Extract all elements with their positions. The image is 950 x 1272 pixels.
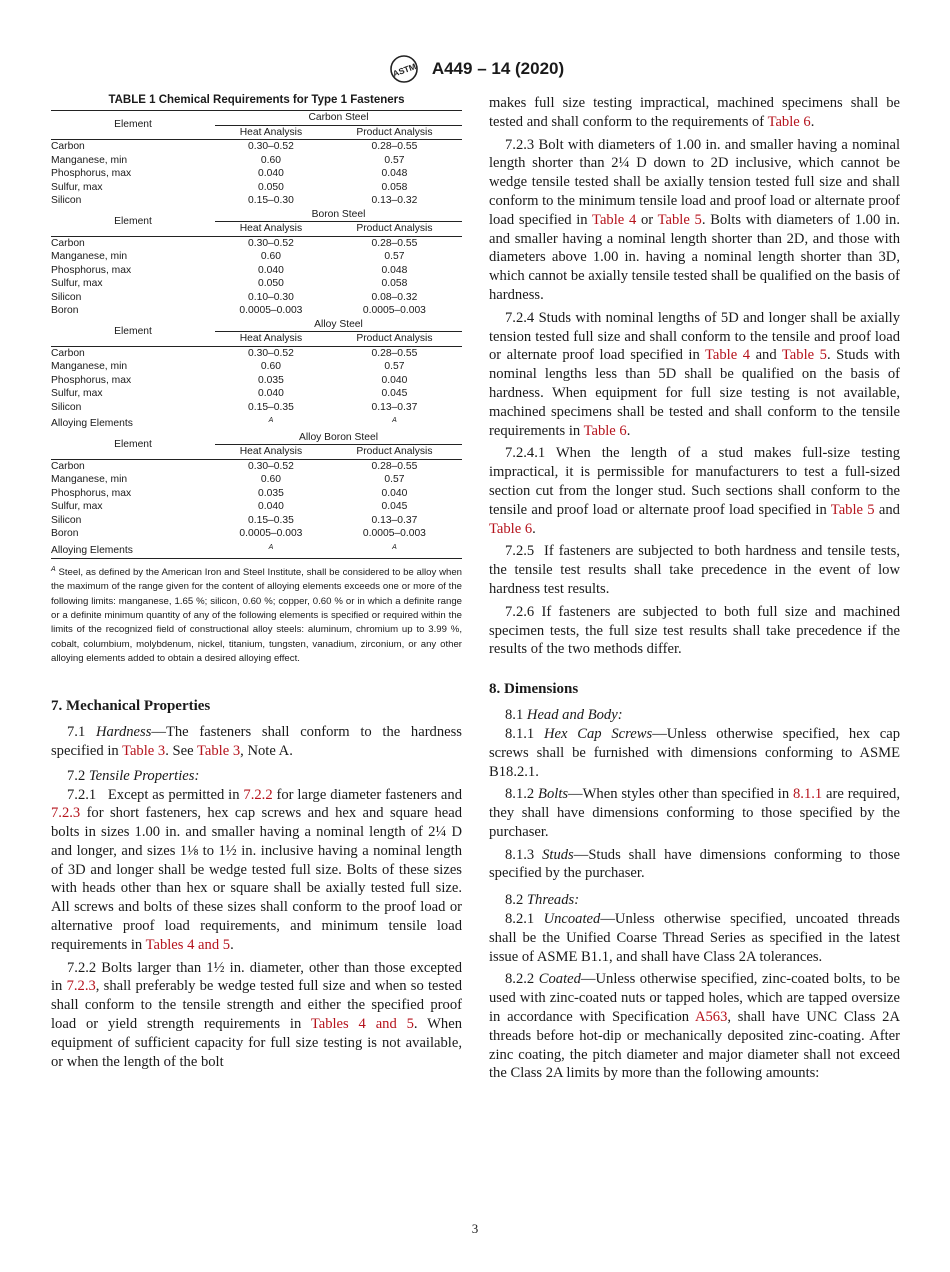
element-name: Silicon: [51, 401, 82, 413]
link-7-2-2[interactable]: 7.2.2: [243, 786, 273, 803]
product-analysis-header: Product Analysis: [327, 222, 462, 237]
element-name: Sulfur, max: [51, 388, 103, 399]
para-8-2: 8.2 Threads:: [505, 892, 580, 909]
link-table-3[interactable]: Table 3: [122, 742, 166, 759]
heat-analysis-header: Heat Analysis: [215, 445, 327, 460]
table-row: [51, 181, 462, 195]
footnote-marker: A: [268, 543, 274, 551]
link-table-4[interactable]: Table 4: [592, 211, 637, 228]
product-value: 0.13–0.32: [371, 195, 418, 206]
product-value: 0.058: [381, 181, 408, 193]
heat-value: 0.60: [260, 474, 281, 486]
para-7-2-4: 7.2.4 Studs with nominal lengths of 5D and longer shall be axially tension tested full size and shall conform to the tensile and proof load or alternate proof load specified in Table 4 and Table 5. Studs with nominal lengths less than 5D shall be qualified on the basis of hardness. When equipment for full size testing is not available, machined specimens shall be tested and shall conform to the tensile requirements in Table 6.: [489, 309, 901, 439]
product-value: 0.28–0.55: [371, 237, 418, 249]
element-name: Phosphorus, max: [51, 487, 132, 499]
product-value: 0.08–0.32: [371, 291, 418, 303]
element-name: Sulfur, max: [51, 501, 103, 513]
element-name: Silicon: [51, 514, 82, 526]
svg-text:ASTM: ASTM: [391, 61, 418, 79]
heat-value: 0.0005–0.003: [239, 528, 303, 540]
table-row: [51, 250, 462, 264]
para-8-1-3: 8.1.3 Studs—Studs shall have dimensions conforming to those specified by the purchaser.: [489, 846, 900, 882]
product-analysis-header: Product Analysis: [327, 445, 462, 460]
heat-value: 0.050: [258, 181, 284, 193]
product-value: 0.28–0.55: [371, 347, 418, 359]
steel-group-header: Alloy Steel: [215, 318, 462, 332]
link-table-4[interactable]: Table 4: [705, 347, 751, 364]
element-name: Manganese, min: [51, 154, 128, 166]
para-8-1: 8.1 Head and Body:: [505, 707, 623, 724]
element-column-header: Element: [51, 111, 215, 140]
product-value: 0.0005–0.003: [362, 528, 426, 540]
table-row: [51, 459, 462, 473]
table-row: [51, 374, 462, 388]
heat-value: 0.040: [258, 388, 284, 399]
table-row: [51, 541, 462, 558]
heat-value: 0.30–0.52: [248, 460, 294, 472]
product-value: 0.040: [381, 487, 408, 499]
heat-analysis-header: Heat Analysis: [215, 332, 327, 347]
element-name: Phosphorus, max: [51, 374, 132, 386]
link-8-1-1[interactable]: 8.1.1: [793, 786, 823, 803]
element-name: Carbon: [51, 347, 85, 359]
heat-value: 0.10–0.30: [248, 291, 294, 303]
product-analysis-header: Product Analysis: [327, 125, 462, 140]
element-name: Manganese, min: [51, 251, 128, 262]
para-8-1-2: 8.1.2 Bolts—When styles other than specified in 8.1.1 are required, they shall have dimensions conforming to those specified by the purchaser.: [489, 786, 900, 840]
element-name: Carbon: [51, 460, 85, 472]
table-section-header: [51, 208, 462, 222]
product-value: 0.57: [384, 251, 405, 262]
heat-value: 0.60: [260, 154, 281, 166]
designation-title: A449 – 14 (2020): [431, 59, 565, 78]
heat-value: 0.15–0.35: [248, 514, 294, 526]
table-row: [51, 264, 462, 278]
table-row: [51, 140, 462, 154]
heat-value: 0.0005–0.003: [239, 305, 303, 316]
page-number: 3: [471, 1221, 479, 1236]
heat-value: 0.60: [260, 361, 281, 372]
para-8-2-2: 8.2.2 Coated—Unless otherwise specified, zinc-coated bolts, to be used with zinc-coated nuts or tapped holes, which are tapped oversize in accordance with Specification A563, shall have UNC Class 2A threads before hot-dip or mechanically deposited zinc-coating. After zinc coating, the pitch diameter and major diameter shall not exceed the Class 2A limits by more than the following amounts:: [489, 971, 900, 1082]
table-row: [51, 500, 462, 514]
heat-value: 0.30–0.52: [248, 141, 294, 152]
para-7-2-6: 7.2.6 If fasteners are subjected to both full size and machined specimen tests, the full size test results shall take precedence if the results of the two methods differ.: [489, 603, 900, 658]
table-row: [51, 487, 462, 501]
para-7-2-2: 7.2.2 Bolts larger than 1½ in. diameter, other than those excepted in 7.2.3, shall preferably be wedge tested full size and when so tested shall conform to the tensile strength and either the specified proof load or yield strength requirements in Tables 4 and 5. When equipment of sufficient capacity for full size testing is not available, or when the length of the bolt: [51, 959, 463, 1070]
para-7-2-3: 7.2.3 Bolt with diameters of 1.00 in. and smaller having a nominal length shorter than 2¼ D down to 2D inclusive, which cannot be wedge tensile tested shall be axially tension tested full size and shall conform to the minimum tensile load and proof load or alternate proof load specified in Table 4 or Table 5. Bolts with diameters of 1.00 in. and smaller having a nominal length shorter than 2D, and those with diameters above 1.00 in. having a nominal length shorter than 3D, which cannot be axially tensile tested shall be qualified on the basis of hardness.: [489, 136, 900, 303]
para-8-2-1: 8.2.1 Uncoated—Unless otherwise specified, uncoated threads shall be the Unified Coarse Thread Series as specified in the latest issue of ASME B1.1, and shall have Class 2A tolerances.: [489, 911, 900, 965]
element-name: Sulfur, max: [51, 278, 103, 289]
steel-group-header: Carbon Steel: [215, 111, 462, 126]
link-table-6[interactable]: Table 6: [583, 422, 627, 439]
table-row: [51, 167, 462, 181]
footnote-marker: A: [268, 417, 274, 424]
heat-value: 0.040: [258, 501, 284, 513]
element-name: Carbon: [51, 141, 85, 152]
para-7-2-1: 7.2.1 Except as permitted in 7.2.2 for large diameter fasteners and 7.2.3 for short fasteners, hex cap screws and hex and square head bolts in sizes 1.00 in. and smaller having a nominal length of 2¼ D and longer, and sizes 1⅛ to 1½ in. inclusive having a nominal length of 3D and longer shall be wedge tested full size. Bolts of these sizes with heads other than hex or square shall be axially tested full size. All screws and bolts of these sizes shall conform to the proof load or alternative proof load requirements, and minimum tensile load requirements in Tables 4 and 5.: [51, 786, 462, 953]
product-value: 0.13–0.37: [371, 401, 418, 413]
table-section-header: [51, 431, 462, 445]
heat-value: 0.035: [258, 374, 284, 386]
heat-value: 0.30–0.52: [248, 237, 294, 249]
table-section-header: [51, 318, 462, 332]
product-value: 0.058: [381, 278, 408, 289]
continued-text: makes full size testing impractical, machined specimens shall be tested and shall conform to the requirements of: [489, 95, 900, 130]
footnote-text: Steel, as defined by the American Iron and Steel Institute, shall be considered to be alloy when the maximum of the range given for the content of alloying elements exceeds one or more of the following limits: manganese, 1.65 %; silicon, 0.60 %; copper, 0.60 % or in which a definite range or a definite minimum quantity of any of the following elements is specified or required within the limits of the recognized field of constructional alloy steels: aluminum, chromium up to 3.99 %, cobalt, columbium, molybdenum, nickel, titanium, tungsten, vanadium, zirconium, or any other alloying elements added to obtain a desired alloying effect.: [51, 567, 462, 664]
element-name: Phosphorus, max: [51, 168, 132, 179]
steel-group-header: Alloy Boron Steel: [215, 431, 462, 445]
footnote-marker: A: [392, 417, 397, 424]
section-7-title: 7. Mechanical Properties: [51, 698, 211, 715]
para-8-1-1: 8.1.1 Hex Cap Screws—Unless otherwise specified, hex cap screws shall be furnished with dimensions conforming to ASME B18.2.1.: [489, 725, 901, 780]
table-row: [51, 194, 462, 208]
para-7-2-2-continued: makes full size testing impractical, machined specimens shall be tested and shall conform to the requirements of Table 6.: [489, 95, 900, 130]
heat-analysis-header: Heat Analysis: [215, 222, 327, 237]
product-value: 0.045: [381, 501, 408, 513]
element-column-header: Element: [51, 431, 215, 460]
table-row: [51, 401, 462, 415]
table-row: [51, 387, 462, 401]
link-tables-4-5[interactable]: Tables 4 and 5: [310, 1016, 414, 1033]
element-column-header: Element: [51, 318, 215, 347]
table-row: [51, 527, 462, 541]
page-header: [0, 54, 950, 84]
element-name: Silicon: [51, 291, 82, 303]
para-7-2-4-1: 7.2.4.1 When the length of a stud makes full-size testing impractical, it is permissible for manufacturers to test a full-sized section cut from the longer stud. Such sections shall conform to the tensile and proof load or alternate proof load specified in Table 5 and Table 6.: [489, 445, 901, 537]
table-row: [51, 291, 462, 305]
product-value: [327, 541, 462, 558]
product-analysis-header: Product Analysis: [327, 332, 462, 347]
element-name: Boron: [51, 528, 79, 540]
table-row: [51, 414, 462, 431]
product-value: 0.28–0.55: [371, 460, 418, 472]
table-row: [51, 360, 462, 374]
heat-value: 0.050: [258, 278, 284, 289]
product-value: 0.045: [381, 388, 408, 399]
element-name: Boron: [51, 305, 79, 316]
heat-value: [215, 541, 327, 558]
link-table-3[interactable]: Table 3: [196, 742, 241, 759]
para-7-1: 7.1 Hardness—The fasteners shall conform to the hardness specified in Table 3. See Table 3, Note A.: [51, 724, 462, 759]
table-row: [51, 473, 462, 487]
link-tables-4-5[interactable]: Tables 4 and 5: [145, 936, 231, 953]
footnote-marker: A: [51, 565, 56, 573]
element-name: Alloying Elements: [51, 541, 215, 558]
link-7-2-3[interactable]: 7.2.3: [66, 978, 96, 995]
product-value: [327, 414, 462, 431]
element-name: Alloying Elements: [51, 418, 133, 430]
steel-group-header: Boron Steel: [215, 208, 462, 222]
link-table-5[interactable]: Table 5: [657, 211, 702, 228]
heat-value: 0.60: [260, 251, 281, 262]
heat-value: 0.15–0.35: [248, 401, 294, 413]
product-value: 0.13–0.37: [371, 514, 418, 526]
product-value: 0.048: [381, 264, 408, 276]
product-value: 0.048: [381, 168, 408, 179]
heat-value: 0.15–0.30: [248, 195, 294, 206]
table-row: [51, 236, 462, 250]
product-value: 0.57: [384, 474, 405, 486]
heat-analysis-header: Heat Analysis: [215, 125, 327, 140]
link-table-5[interactable]: Table 5: [830, 501, 875, 518]
element-name: Silicon: [51, 195, 82, 206]
product-value: 0.57: [384, 361, 405, 372]
table1-caption: TABLE 1 Chemical Requirements for Type 1 Fasteners: [108, 94, 405, 106]
table-row: [51, 514, 462, 528]
element-name: Phosphorus, max: [51, 264, 132, 276]
heat-value: 0.035: [258, 487, 284, 499]
table1-footnote: [51, 563, 462, 666]
link-7-2-3[interactable]: 7.2.3: [51, 805, 81, 822]
link-table-5[interactable]: Table 5: [781, 347, 827, 364]
heat-value: 0.040: [258, 264, 284, 276]
table-row: [51, 304, 462, 318]
element-name: Manganese, min: [51, 474, 128, 486]
table-row: [51, 346, 462, 360]
left-column: [51, 94, 462, 1071]
right-column: [489, 94, 900, 1083]
table-row: [51, 154, 462, 168]
para-7-2-5: 7.2.5 If fasteners are subjected to both hardness and tensile tests, the tensile test results shall take precedence in the event of low hardness test results.: [489, 543, 901, 597]
footnote-marker: A: [392, 543, 397, 551]
product-value: 0.0005–0.003: [362, 305, 426, 316]
link-table-6[interactable]: Table 6: [767, 113, 811, 130]
heat-value: 0.040: [258, 168, 284, 179]
heat-value: [215, 414, 327, 431]
section-8-title: 8. Dimensions: [489, 681, 579, 698]
element-column-header: Element: [51, 208, 215, 237]
product-value: 0.57: [384, 154, 405, 166]
link-table-6[interactable]: Table 6: [489, 520, 533, 537]
element-name: Sulfur, max: [51, 181, 103, 193]
link-a563[interactable]: A563: [694, 1009, 728, 1026]
astm-logo-icon: [386, 54, 422, 84]
chemical-requirements-table: [51, 110, 462, 559]
para-7-2: 7.2 Tensile Properties:: [67, 767, 200, 784]
element-name: Manganese, min: [51, 361, 128, 372]
product-value: 0.040: [381, 374, 408, 386]
heat-value: 0.30–0.52: [248, 347, 294, 359]
element-name: Carbon: [51, 237, 85, 249]
table-section-header: [51, 111, 462, 126]
table-row: [51, 277, 462, 291]
product-value: 0.28–0.55: [371, 141, 418, 152]
